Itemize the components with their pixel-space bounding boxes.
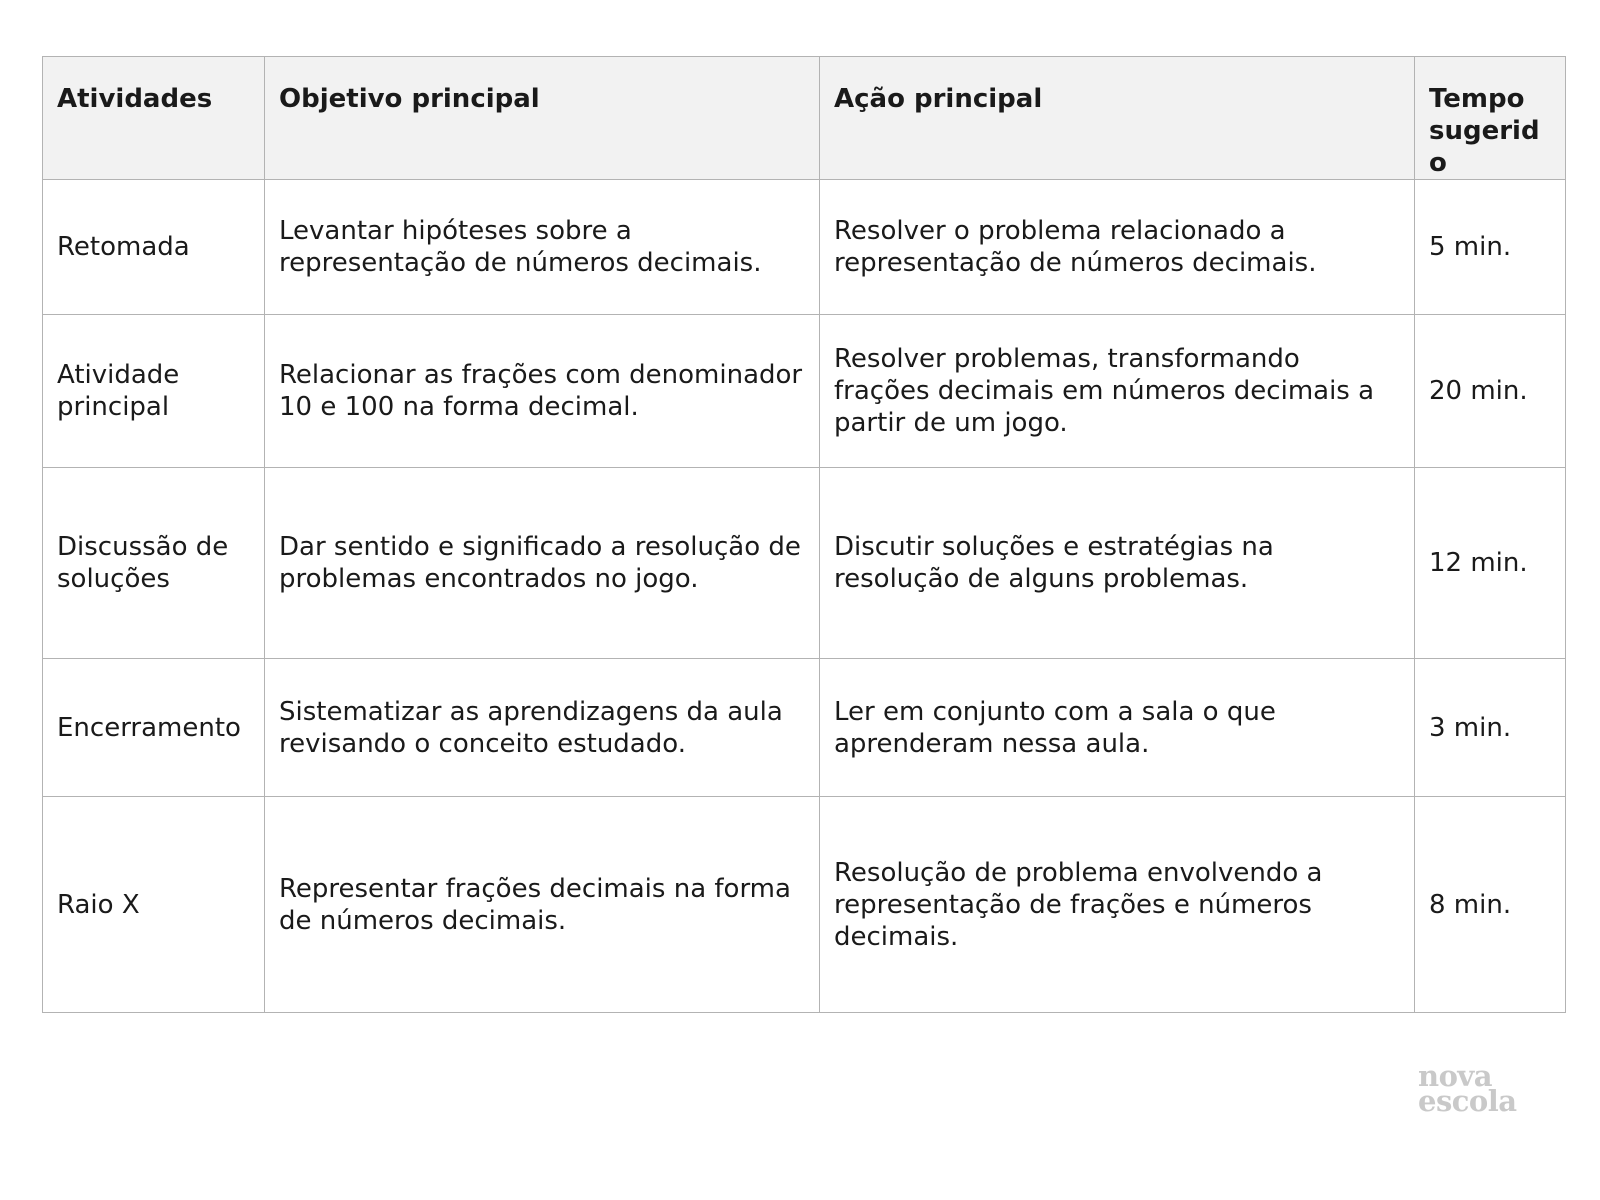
cell-atividade: Encerramento [43, 659, 265, 797]
table-header-row [43, 57, 1566, 180]
nova-escola-logo [1418, 1059, 1538, 1118]
cell-acao: Discutir soluções e estratégias na resolução de alguns problemas. [820, 468, 1415, 659]
cell-acao: Resolver o problema relacionado a representação de números decimais. [820, 180, 1415, 315]
cell-tempo: 8 min. [1415, 797, 1566, 1013]
cell-atividade: Retomada [43, 180, 265, 315]
cell-atividade: Raio X [43, 797, 265, 1013]
cell-acao: Ler em conjunto com a sala o que aprenderam nessa aula. [820, 659, 1415, 797]
cell-acao: Resolver problemas, transformando frações decimais em números decimais a partir de um jogo. [820, 315, 1415, 468]
table-row [43, 315, 1566, 468]
table-row [43, 180, 1566, 315]
cell-atividade: Atividade principal [43, 315, 265, 468]
cell-objetivo: Levantar hipóteses sobre a representação de números decimais. [265, 180, 820, 315]
cell-objetivo: Sistematizar as aprendizagens da aula revisando o conceito estudado. [265, 659, 820, 797]
cell-objetivo: Dar sentido e significado a resolução de problemas encontrados no jogo. [265, 468, 820, 659]
header-acao-principal: Ação principal [820, 57, 1415, 180]
header-atividades: Atividades [43, 57, 265, 180]
logo-line-escola: escola [1418, 1084, 1517, 1118]
logo-line-nova: nova [1418, 1059, 1493, 1093]
cell-tempo: 5 min. [1415, 180, 1566, 315]
cell-acao: Resolução de problema envolvendo a representação de frações e números decimais. [820, 797, 1415, 1013]
table-row [43, 797, 1566, 1013]
cell-tempo: 12 min. [1415, 468, 1566, 659]
cell-atividade: Discussão de soluções [43, 468, 265, 659]
table-row [43, 468, 1566, 659]
cell-tempo: 20 min. [1415, 315, 1566, 468]
header-objetivo-principal: Objetivo principal [265, 57, 820, 180]
header-tempo-sugerido: Tempo sugerido [1415, 57, 1566, 180]
cell-objetivo: Representar frações decimais na forma de números decimais. [265, 797, 820, 1013]
table-row [43, 659, 1566, 797]
lesson-plan-table [42, 56, 1566, 1013]
cell-objetivo: Relacionar as frações com denominador 10 e 100 na forma decimal. [265, 315, 820, 468]
cell-tempo: 3 min. [1415, 659, 1566, 797]
